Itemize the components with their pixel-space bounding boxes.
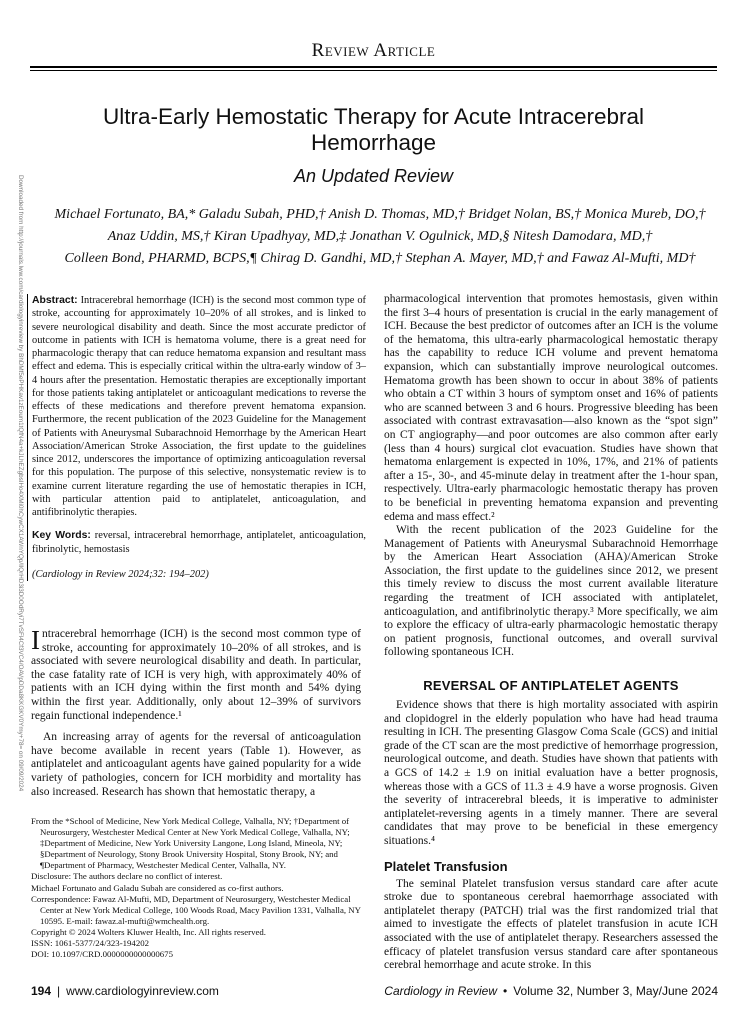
body-paragraph: Evidence shows that there is high mortality associated with aspirin and clopidogrel in the elderly population who have had head trauma resulting in ICH. The presenting Glasgow Coma Scale (GCS) and initial grade of the CT scan are the most predictive of hemorrhage progression, neurological outcome, and death. Studies have shown that patients with a GCS of 14.2 ± 1.9 on initial evaluation have a better prognosis, whereas those with a GCS of 11.3 ± 4.9 have a worse prognosis. Given the severity of intracerebral bleeds, it is imperative to administer antiplatelet-reversing agents in a timely manner. There are several candidates that may prove to be beneficial in these emergency situations.⁴ [384, 699, 718, 847]
section-heading: REVERSAL OF ANTIPLATELET AGENTS [423, 678, 679, 694]
issn: ISSN: 1061-5377/24/323-194202 [31, 938, 150, 949]
download-watermark [2, 175, 24, 792]
doi: DOI: 10.1097/CRD.0000000000000675 [31, 949, 173, 960]
subsection-heading: Platelet Transfusion [384, 858, 508, 874]
article-title: Ultra-Early Hemostatic Therapy for Acute Intracerebral Hemorrhage [102, 104, 645, 155]
footer-right [384, 984, 718, 998]
keywords-text: reversal, intracerebral hemorrhage, antiplatelet, anticoagulation, fibrinolytic, hemostasis [32, 530, 366, 555]
drop-cap: I [31, 625, 40, 655]
intro-paragraph [31, 625, 361, 723]
keywords [28, 529, 366, 556]
author-line: Anaz Uddin, MS,† Kiran Upadhyay, MD,‡ Jonathan V. Ogulnick, MD,§ Nitesh Damodara, MD,† [107, 229, 653, 244]
download-watermark-text: Downloaded from http://journals.lww.com/cardiologyinreview by BhDMf5ePHKav1zEoum1tQfN4a+kJLhEZgbsIHo4XMi0hCywCX1AWnYQp/IlQrHD3i3D0OdRyi7TvSFl4Cf3VC4/OAVpDDa8KKGKV0Ymy+78= on 09/09/2024 [17, 175, 24, 792]
body-paragraph: With the recent publication of the 2023 Guideline for the Management of Patients with Aneurysmal Subarachnoid Hemorrhage by the American Heart Association (AHA)/American Stroke Association, the first update to the guidelines since 2012, we present this timely review to discuss the most current available literature regarding the treatment of ICH associated with antiplatelet, anticoagulation, and antifibrinolytic therapy.³ More specifically, we aim to explore the efficacy of ultra-early pharmacologic hemostatic therapy on patient prognosis, functional outcomes, and overall survival following spontaneous ICH. [384, 524, 718, 659]
body-paragraph: pharmacological intervention that promotes hemostasis, given within the first 3–4 hours of presentation is crucial in the early management of ICH. Because the best predictor of outcomes after an ICH is the volume of the hematoma, this ultra-early pharmacological hemostatic therapy has the capability to reduce ICH volume and prevent hematoma expansion, which can substantially improve neurological outcomes. Hematoma growth has been shown to occur in about 38% of patients who obtain a CT within 3 hours of symptom onset and 16% of patients who are scanned between 3 and 6 hours. Progressive bleeding has been associated with contrast extravasation—also known as the “spot sign” on CT angiography—and poor outcomes are also common after early (less than 4 hours) surgical clot evacuation. Studies have shown that hematoma enlargement is expected in 10%, 17%, and 21% of patients after a 15-, 30-, and 45-minute delay in treatment after the 1-hour span, respectively. Ultra-early pharmacologic hemostatic therapy has proven to be beneficial in preventing hematoma expansion and preventing edema and mass effect.² [384, 293, 718, 523]
journal-name: Cardiology in Review [384, 984, 497, 998]
header-rule-thin [30, 70, 717, 71]
footer-left [31, 984, 219, 998]
footer-bullet: • [503, 984, 508, 998]
journal-website: www.cardiologyinreview.com [66, 984, 219, 998]
section-label: Review Article [311, 40, 436, 61]
copyright: Copyright © 2024 Wolters Kluwer Health, Inc. All rights reserved. [31, 926, 266, 937]
affiliations [31, 816, 361, 960]
body-paragraph: An increasing array of agents for the reversal of anticoagulation have become available in recent years (Table 1). However, as antiplatelet and anticoagulant agents have gained popularity for a wide variety of pathologies, concern for ICH morbidity and mortality has also increased. Research has shown that hemostatic therapy, a [31, 731, 361, 798]
citation: (Cardiology in Review 2024;32: 194–202) [32, 568, 209, 580]
abstract-label: Abstract: [32, 295, 78, 306]
journal-issue: Volume 32, Number 3, May/June 2024 [513, 984, 718, 998]
affiliation-line: From the *School of Medicine, New York Medical College, Valhalla, NY; †Department of Neurosurgery, Westchester Medical Center at New York Medical College, Valhalla, NY; ‡Department of Medicine, New York University Langone, Long Island, Mineola, NY; §Department of Neurology, Stony Brook University Hospital, Stony Brook, NY; and ¶Department of Pharmacy, Westchester Medical Center, Valhalla, NY. [31, 816, 350, 871]
author-line: Colleen Bond, PHARMD, BCPS,¶ Chirag D. Gandhi, MD,† Stephan A. Mayer, MD,† and Fawaz Al-Mufti, MD† [64, 251, 696, 266]
abstract-text: Intracerebral hemorrhage (ICH) is the second most common type of stroke, accounting for approximately 10–20% of all strokes, and is linked to severe neurological disability and death. Since the most accurate predictor of outcome in patients with ICH is hematoma volume, there is a great need for pharmacologic therapy that can reduce hematoma expansion and resultant mass effect and edema. This is especially critical within the ultra-early window of 3–4 hours after the presentation. Hemostatic therapies are exceptionally important for those patients taking antiplatelet or anticoagulant medications to reverse the effects of these medications and therefore prevent hematoma expansion. Furthermore, the recent publication of the 2023 Guideline for the Management of Patients with Aneurysmal Subarachnoid Hemorrhage by the American Heart Association/American Stroke Association, the first update to the guidelines since 2012, underscores the importance of optimizing anticoagulation reversal for this population. The purpose of this selective, nonsystematic review is to examine current literature regarding the use of hemostatic therapies in ICH, with particular attention paid to antiplatelet, anticoagulation, and antifibrinolytic therapies. [32, 295, 366, 518]
author-list [30, 204, 730, 270]
footer-separator: | [57, 984, 61, 998]
author-line: Michael Fortunato, BA,* Galadu Subah, PHD,† Anish D. Thomas, MD,† Bridget Nolan, BS,† Monica Mureb, DO,† [54, 207, 706, 222]
abstract-section [27, 294, 366, 581]
article-subtitle: An Updated Review [293, 166, 454, 186]
body-paragraph: The seminal Platelet transfusion versus standard care after acute stroke due to spontaneous cerebral haemorrhage associated with antiplatelet therapy (PATCH) trial was the first randomized trial that aimed to investigate the effects of platelet transfusion in acute ICH associated with the use of antiplatelet therapy. Researchers assessed the efficacy of platelet transfusion versus standard care after spontaneous cerebral hemorrhage and acute stroke. In this [384, 877, 718, 972]
left-column-body [31, 625, 361, 799]
correspondence: Correspondence: Fawaz Al-Mufti, MD, Department of Neurosurgery, Westchester Medical Center at New York Medical College, 100 Woods Road, Macy Pavilion 1331, Valhalla, NY 10595. E-mail: fawaz.al-mufti@wmchealth.org. [31, 893, 361, 926]
co-first-authors: Michael Fortunato and Galadu Subah are considered as co-first authors. [31, 882, 284, 893]
intro-text: ntracerebral hemorrhage (ICH) is the second most common type of stroke, accounting for approximately 10–20% of all strokes, and is associated with severe neurological disability and death. In particular, the case fatality rate of ICH is very high, with approximately 40% of patients with an ICH dying within the first month and 54% dying within the first year. Additionally, only about 12–39% of survivors regain functional independence.¹ [31, 628, 361, 722]
disclosure: Disclosure: The authors declare no conflict of interest. [31, 871, 223, 882]
header-rule [30, 66, 717, 68]
right-column-body [384, 293, 718, 973]
keywords-label: Key Words: [32, 530, 91, 542]
abstract-paragraph [28, 294, 366, 519]
page-number: 194 [31, 984, 52, 998]
